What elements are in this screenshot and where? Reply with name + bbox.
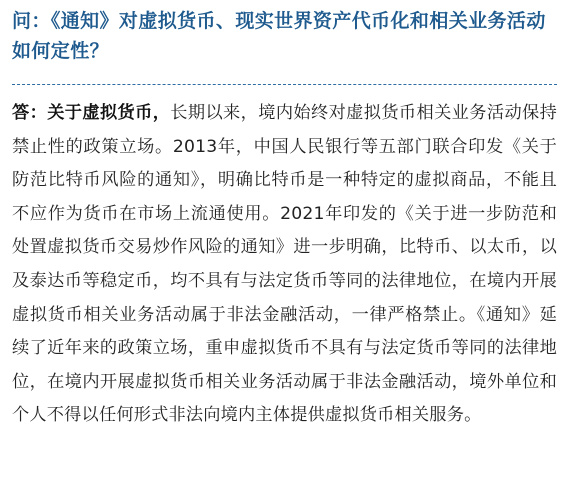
answer-paragraph <box>12 97 557 433</box>
question-text: 《通知》对虚拟货币、现实世界资产代币化和相关业务活动如何定性？ <box>12 10 546 62</box>
answer-body: 长期以来，境内始终对虚拟货币相关业务活动保持禁止性的政策立场。2013年，中国人民银行等五部门联合印发《关于防范比特币风险的通知》，明确比特币是一种特定的虚拟商品，不能且不应作为货币在市场上流通使用。2021年印发的《关于进一步防范和处置虚拟货币交易炒作风险的通知》进一步明确，比特币、以太币，以及泰达币等稳定币，均不具有与法定货币等同的法律地位，在境内开展虚拟货币相关业务活动属于非法金融活动，一律严格禁止。《通知》延续了近年来的政策立场，重申虚拟货币不具有与法定货币等同的法律地位，在境内开展虚拟货币相关业务活动属于非法金融活动，境外单位和个人不得以任何形式非法向境内主体提供虚拟货币相关服务。 <box>12 103 558 426</box>
question-heading <box>12 6 557 66</box>
answer-label: 答： <box>12 103 48 123</box>
answer-lead: 关于虚拟货币， <box>47 103 171 123</box>
question-label: 问： <box>12 10 51 32</box>
dashed-divider <box>12 84 557 85</box>
